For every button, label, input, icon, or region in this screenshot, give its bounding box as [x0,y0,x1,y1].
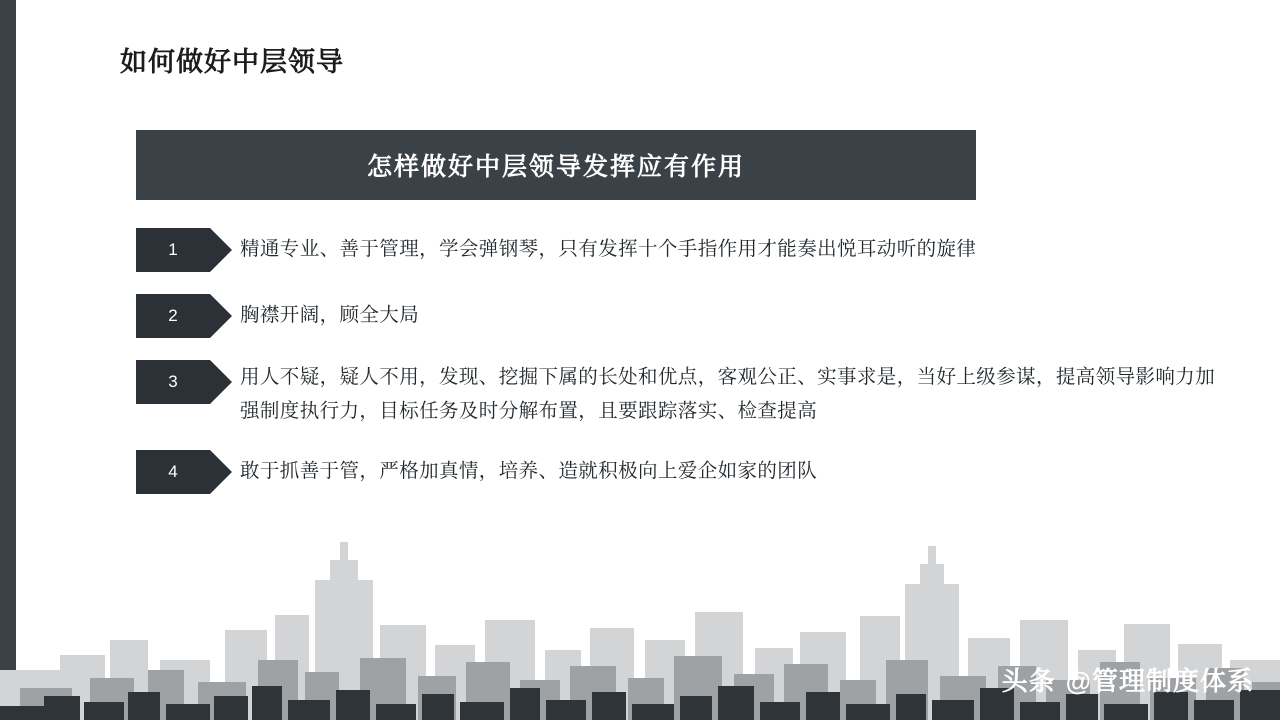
item-text: 胸襟开阔，顾全大局 [240,304,420,326]
toutiao-logo-text: 头条 [1001,666,1056,696]
section-banner-label: 怎样做好中层领导发挥应有作用 [366,153,745,181]
list-item [136,294,1216,338]
item-number-badge: 4 [136,450,210,494]
points-list [136,228,1216,516]
section-banner [136,130,976,200]
item-number-badge: 1 [136,228,210,272]
item-text: 精通专业、善于管理，学会弹钢琴，只有发挥十个手指作用才能奏出悦耳动听的旋律 [240,238,977,260]
item-number-badge: 3 [136,360,210,404]
list-item [136,228,1216,272]
item-text: 敢于抓善于管，严格加真情，培养、造就积极向上爱企如家的团队 [240,460,818,482]
list-item [136,360,1216,428]
page-title: 如何做好中层领导 [120,47,344,77]
watermark [1002,661,1254,698]
account-name: @管理制度体系 [1065,666,1254,696]
item-text: 用人不疑，疑人不用，发现、挖掘下属的长处和优点，客观公正、实事求是，当好上级参谋，提高领导影响力加强制度执行力，目标任务及时分解布置，且要跟踪落实、检查提高 [240,366,1216,422]
list-item [136,450,1216,494]
item-number-badge: 2 [136,294,210,338]
